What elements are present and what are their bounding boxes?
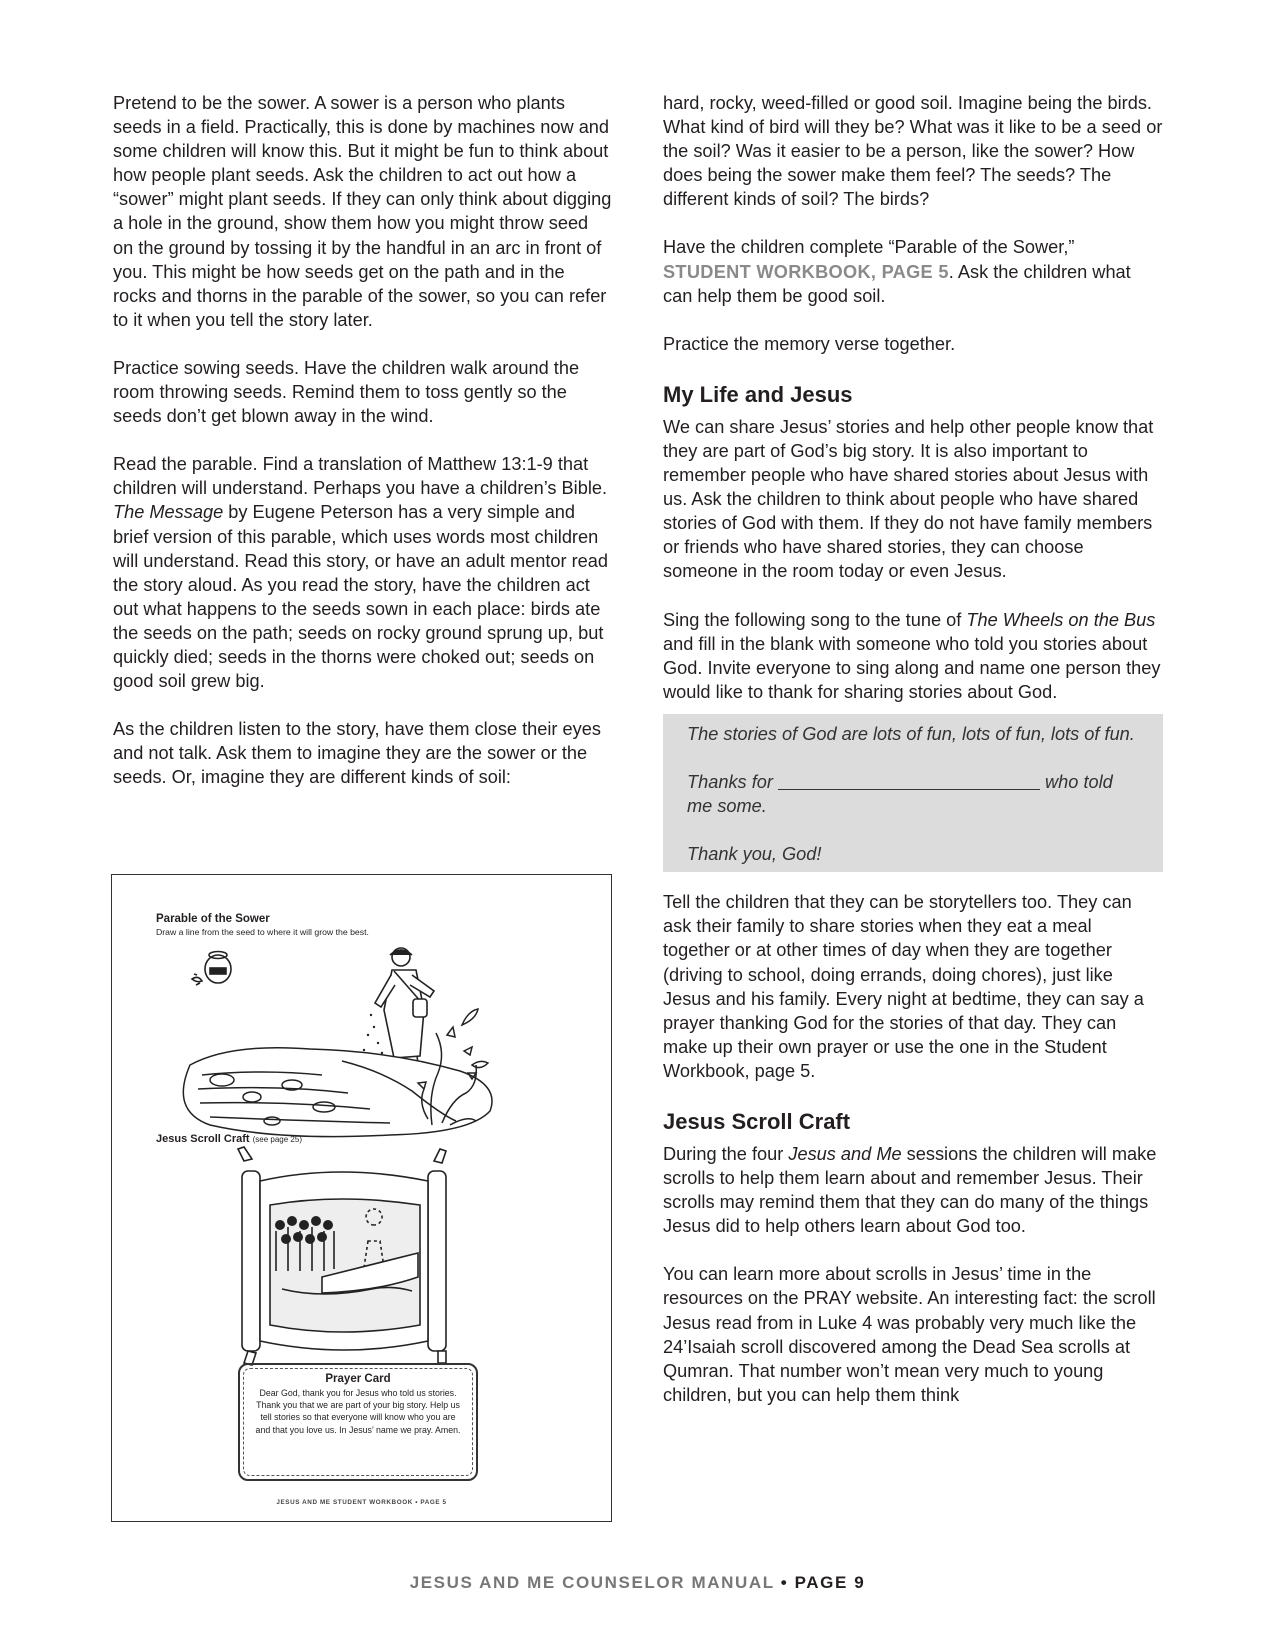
prayer-card-text: Dear God, thank you for Jesus who told us stories. Thank you that we are part of your big story. Help us tell stories so that everyone will know who you are and that you love us. In Jesus’ name we pray. Amen. xyxy=(255,1388,461,1435)
text-run: During the four xyxy=(663,1144,789,1164)
text-run: . Ask the children what can help them be good soil. xyxy=(663,261,1131,306)
prayer-card-title: Prayer Card xyxy=(325,1373,391,1385)
workbook-footer: JESUS AND ME STUDENT WORKBOOK • PAGE 5 xyxy=(276,1499,447,1506)
text-run: Sing the following song to the tune of xyxy=(663,609,967,630)
paragraph-scroll-facts: You can learn more about scrolls in Jesus’ time in the resources on the PRAY website. An interesting fact: the scroll Jesus read from in Luke 4 was probably very much like the 24’Isaiah scroll discovered among the Dead Sea scrolls at Qumran. That number won’t mean very much to young children, but you can help them think xyxy=(663,1264,1156,1405)
section-heading-scroll-craft: Jesus Scroll Craft xyxy=(663,1109,851,1134)
section-heading-my-life: My Life and Jesus xyxy=(663,381,853,407)
paragraph-storytellers: Tell the children that they can be storytellers too. They can ask their family to share stories when they eat a meal together or at other times of day when they are together (driving to school, doing errands, doing chores), just like Jesus and his family. Every night at bedtime, they can say a prayer thanking God for the stories of that day. They can make up their own prayer or use the one in the Student Workbook, page 5. xyxy=(663,892,1144,1081)
text-run: and fill in the blank with someone who told you stories about God. Invite everyone to sing along and name one person they would like to thank for sharing stories about God. xyxy=(663,633,1161,702)
text-run: Have the children complete “Parable of the Sower,” xyxy=(663,237,1075,258)
session-title: Jesus and Me xyxy=(788,1144,902,1164)
song-tune-title: The Wheels on the Bus xyxy=(966,609,1156,630)
text-run: Read the parable. Find a translation of Matthew 13:1-9 that children will understand. Perhaps you have a children’s Bible. xyxy=(113,454,608,499)
text-run: sessions the children will make scrolls to help them learn about and remember Jesus. Their scrolls may remind them that they can do many of the things Jesus did to help others learn about God too. xyxy=(663,1144,1157,1237)
page-footer xyxy=(0,1573,1275,1593)
field-path-illustration xyxy=(183,1009,492,1137)
manual-title: JESUS AND ME COUNSELOR MANUAL xyxy=(409,1573,775,1592)
left-column xyxy=(113,91,613,789)
scroll-illustration xyxy=(238,1147,446,1365)
text-run: who told me some. xyxy=(687,771,1113,817)
footer-separator: • xyxy=(774,1573,795,1592)
seed-bag-icon xyxy=(192,952,231,986)
paragraph-imagine-birds: hard, rocky, weed-filled or good soil. Imagine being the birds. What kind of bird will they be? What was it like to be a seed or the soil? Was it easier to be a person, like the sower? How does being the sower make them feel? The seeds? The different kinds of soil? The birds? xyxy=(663,93,1163,210)
paragraph-complete-workbook xyxy=(663,235,1163,307)
paragraph-practice-sowing: Practice sowing seeds. Have the children walk around the room throwing seeds. Remind them to toss gently so the seeds don’t get blown away in the wind. xyxy=(113,357,580,427)
paragraph-sing-song xyxy=(663,608,1163,704)
workbook-page-preview xyxy=(111,874,612,1522)
craft-page-ref: (see page 25) xyxy=(252,1135,302,1144)
song-line-2 xyxy=(687,770,1139,818)
book-title: The Message xyxy=(113,502,224,523)
text-run: by Eugene Peterson has a very simple and brief version of this parable, which uses words most children will understand. Read this story, or have an adult mentor read the story aloud. As you read the story, have the children act out what happens to the seeds sown in each place: birds ate the seeds on the path; seeds on rocky ground sprung up, but quickly died; seeds in the thorns were choked out; seeds on good soil grew big. xyxy=(113,502,609,692)
workbook-activity-title: Parable of the Sower xyxy=(156,913,270,925)
paragraph-pretend-sower: Pretend to be the sower. A sower is a person who plants seeds in a field. Practically, this is done by machines now and some children will know this. But it might be fun to think about how people plant seeds. Ask the children to act out how a “sower” might plant seeds. If they can only think about digging a hole in the ground, show them how you might throw seed on the ground by tossing it by the handful in an arc in front of you. This might be how seeds get on the path and in the rocks and thorns in the parable of the sower, so you can refer to it when you tell the story later. xyxy=(113,93,612,330)
paragraph-scroll-sessions xyxy=(663,1142,1163,1238)
song-line-3: Thank you, God! xyxy=(687,844,822,865)
workbook-reference: STUDENT WORKBOOK, PAGE 5 xyxy=(663,261,949,282)
song-lyrics-box xyxy=(663,714,1163,872)
fill-in-blank xyxy=(778,773,1040,790)
paragraph-listen-story: As the children listen to the story, have them close their eyes and not talk. Ask them to imagine they are the sower or the seeds. Or, imagine they are different kinds of soil: xyxy=(113,719,601,788)
craft-title: Jesus Scroll Craft xyxy=(156,1133,250,1145)
text-run: Thanks for xyxy=(687,771,778,792)
song-line-1: The stories of God are lots of fun, lots of fun, lots of fun. xyxy=(687,723,1135,744)
paragraph-share-stories: We can share Jesus’ stories and help other people know that they are part of God’s big story. It is also important to remember people who have shared stories about Jesus with us. Ask the children to think about people who have shared stories of God with them. If they do not have family members or friends who have shared stories, they can choose someone in the room today or even Jesus. xyxy=(663,416,1154,582)
right-column xyxy=(663,91,1163,1407)
paragraph-read-parable xyxy=(113,452,613,693)
page-number: PAGE 9 xyxy=(794,1573,866,1592)
paragraph-memory-verse: Practice the memory verse together. xyxy=(663,333,956,354)
prayer-card xyxy=(238,1363,478,1481)
workbook-activity-instruction: Draw a line from the seed to where it will grow the best. xyxy=(156,927,369,937)
workbook-craft-heading xyxy=(156,1133,302,1145)
